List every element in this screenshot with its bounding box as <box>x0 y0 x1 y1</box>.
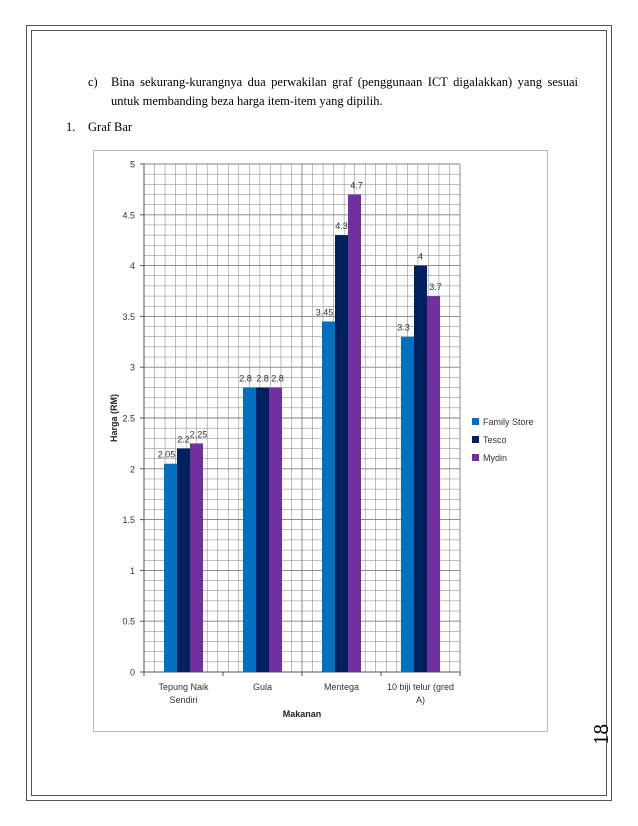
section-title: Graf Bar <box>88 120 133 134</box>
x-axis-title: Makanan <box>282 709 322 719</box>
y-tick-label: 0.5 <box>122 616 135 627</box>
bar <box>348 194 361 672</box>
bar <box>427 296 440 672</box>
section-number: 1. <box>66 120 76 134</box>
item-c-marker: c) <box>88 75 98 89</box>
legend-entry: Mydin <box>483 453 508 463</box>
data-label: 2.8 <box>239 373 252 384</box>
data-label: 4 <box>417 251 424 262</box>
bar <box>414 266 427 672</box>
legend-entry: Tesco <box>483 435 507 445</box>
bar <box>401 337 414 672</box>
x-tick-label: Mentega <box>323 682 360 692</box>
y-tick-label: 5 <box>129 159 135 170</box>
x-tick-label: Sendiri <box>169 695 198 705</box>
data-label: 2.25 <box>189 429 208 440</box>
data-label: 2.8 <box>256 373 269 384</box>
bar <box>177 448 190 672</box>
data-label: 3.3 <box>397 322 410 333</box>
y-tick-label: 4 <box>129 261 135 272</box>
y-tick-label: 3 <box>129 362 135 373</box>
y-tick-label: 2.5 <box>122 413 135 424</box>
legend-entry: Family Store <box>483 417 534 427</box>
bar <box>269 388 282 672</box>
data-label: 3.45 <box>315 307 334 318</box>
y-axis-title: Harga (RM) <box>109 393 119 443</box>
bar <box>322 321 335 672</box>
bar <box>190 443 203 672</box>
data-label: 4.3 <box>335 221 348 232</box>
item-c-text: Bina sekurang-kurangnya dua perwakilan graf (penggunaan ICT digalakkan) yang sesuai untuk membanding beza harga item-item yang dipilih. <box>111 75 578 108</box>
y-tick-label: 4.5 <box>122 210 135 221</box>
x-tick-label: Tepung Naik <box>158 682 209 692</box>
legend-swatch <box>472 418 479 425</box>
data-label: 2.8 <box>271 373 284 384</box>
bar <box>243 388 256 672</box>
legend-swatch <box>472 454 479 461</box>
bar <box>335 235 348 672</box>
y-tick-label: 1 <box>129 565 135 576</box>
data-label: 4.7 <box>350 180 363 191</box>
y-tick-label: 1.5 <box>122 515 135 526</box>
x-tick-label: 10 biji telur (gred <box>386 682 455 692</box>
legend-swatch <box>472 436 479 443</box>
y-tick-label: 3.5 <box>122 311 135 322</box>
x-tick-label: Gula <box>252 682 273 692</box>
page-number: 18 <box>589 724 613 745</box>
data-label: 3.7 <box>429 282 442 293</box>
data-label: 2.05 <box>157 449 176 460</box>
y-tick-label: 2 <box>129 464 135 475</box>
data-label: 2.2 <box>177 434 190 445</box>
bar <box>256 388 269 672</box>
bar <box>164 464 177 672</box>
y-tick-label: 0 <box>129 667 135 678</box>
x-tick-label: A) <box>416 695 425 705</box>
